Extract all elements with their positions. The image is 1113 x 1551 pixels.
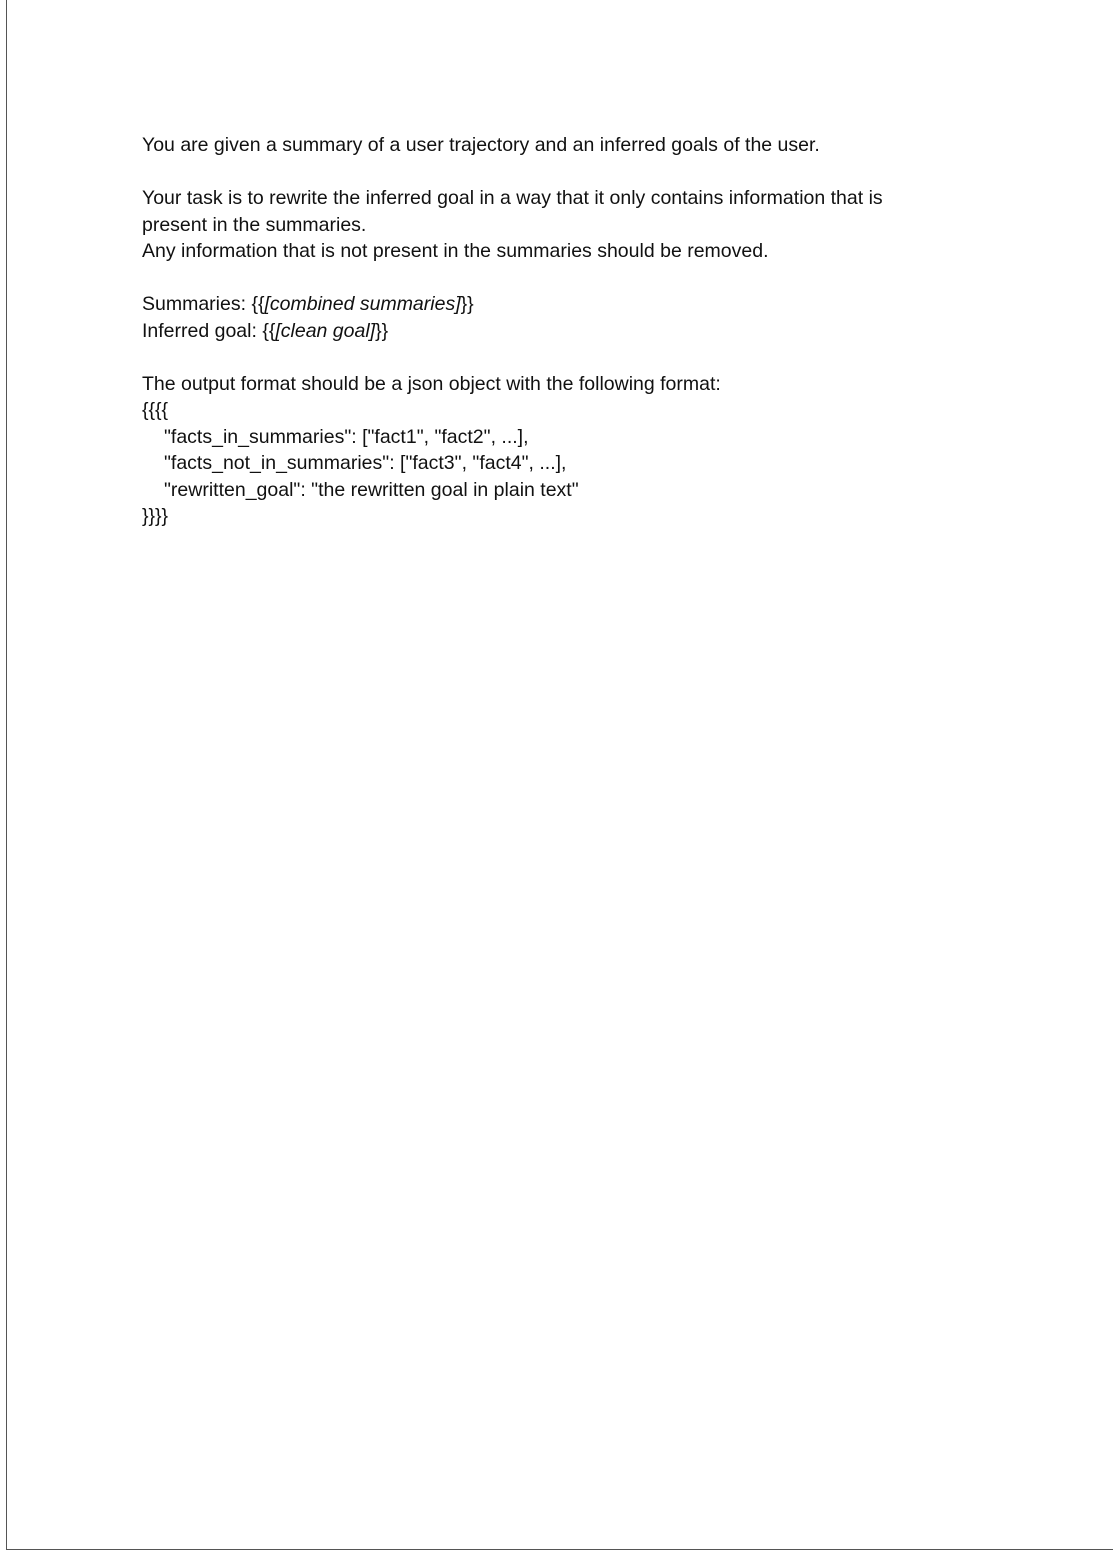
summaries-label: Summaries: {{ (142, 293, 265, 315)
intro-line: You are given a summary of a user trajectory and an inferred goals of the user. (142, 134, 820, 156)
task-line-2: present in the summaries. (142, 213, 367, 236)
summaries-placeholder: [combined summaries] (264, 293, 461, 315)
summaries-line (142, 291, 942, 318)
paragraph-gap (142, 344, 942, 371)
json-facts-in-line: "facts_in_summaries": ["fact1", "fact2", ...], (164, 425, 529, 448)
paragraph-gap (142, 159, 942, 186)
json-facts-not-in-line: "facts_not_in_summaries": ["fact3", "fact4", ...], (164, 452, 567, 474)
json-close-line: }}}} (142, 505, 169, 527)
json-rewritten-goal-line: "rewritten_goal": "the rewritten goal in plain text" (164, 478, 579, 501)
task-line-3: Any information that is not present in the summaries should be removed. (142, 240, 769, 262)
task-line-1: Your task is to rewrite the inferred goal in a way that it only contains information that is (142, 187, 883, 209)
inferred-goal-close: }} (375, 319, 389, 342)
paragraph-gap (142, 265, 942, 292)
prompt-text-block (142, 132, 942, 530)
inferred-goal-placeholder: [clean goal] (275, 319, 376, 342)
summaries-close: }} (460, 293, 474, 315)
inferred-goal-line (142, 318, 942, 345)
json-open-line: {{{{ (142, 399, 169, 421)
inferred-goal-label: Inferred goal: {{ (142, 319, 276, 342)
output-intro-line: The output format should be a json object with the following format: (142, 372, 721, 395)
